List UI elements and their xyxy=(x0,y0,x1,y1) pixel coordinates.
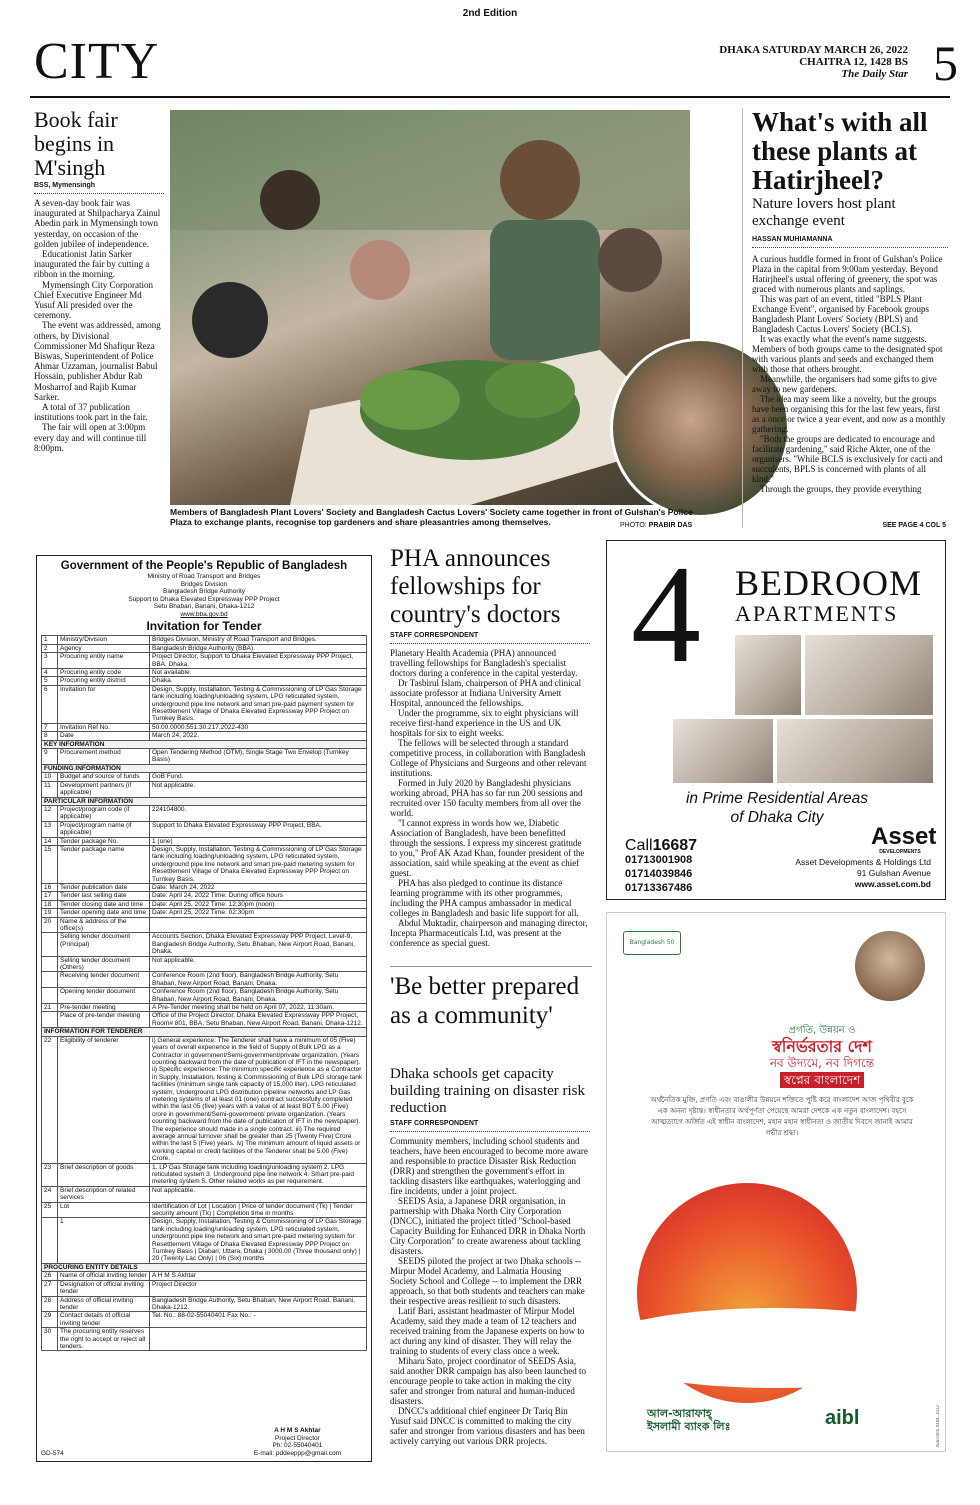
tender-cell-n: 28 xyxy=(42,1296,58,1312)
paragraph: SEEDS Asia, a Japanese DRR organisation, in partnership with Dhaka North City Corporation (DNCC), initiated the project titled "School-based Capacity Building for Enhanced DRR in Dhaka North City Corporation" to create awareness about tackling disasters. xyxy=(390,1196,586,1256)
tender-row xyxy=(42,909,367,917)
tender-cell-n: 18 xyxy=(42,900,58,908)
tender-cell-k: Project/program code (if applicable) xyxy=(58,805,150,821)
tender-row xyxy=(42,1328,367,1351)
tender-cell-v: A Pre-Tender meeting shall be held on April 07, 2022, 11:30am. xyxy=(150,1004,367,1012)
tender-row xyxy=(42,1218,367,1263)
tender-row xyxy=(42,740,367,748)
tender-cell-k: Name of official inviting tender xyxy=(58,1272,150,1280)
tender-cell-v: Bridges Division, Ministry of Road Transport and Bridges. xyxy=(150,636,367,644)
paper-name: The Daily Star xyxy=(841,68,908,80)
paragraph: It was exactly what the event's name suggests. Members of both groups came to the designated spot with various plants and seeds and exchanged them with those that others brought. xyxy=(752,334,943,374)
paragraph: A curious huddle formed in front of Gulshan's Police Plaza in the capital from 9:00am yesterday. Beyond Hatirjheel's usual offering of greenery, the spot was graced with numerous plants and saplings. xyxy=(752,254,943,294)
paragraph: Meanwhile, the organisers had some gifts to give away to new gardeners. xyxy=(752,374,937,394)
paragraph: DNCC's additional chief engineer Dr Tariq Bin Yusuf said DNCC is committed to making the city safer and stronger from various disasters and has been actively carrying out various DRR projects. xyxy=(390,1406,585,1446)
tender-row xyxy=(42,749,367,765)
tender-cell-n: 23 xyxy=(42,1163,58,1186)
tender-cell-v: Bangladesh Bridge Authority (BBA). xyxy=(150,644,367,652)
divider xyxy=(390,966,592,967)
drr-byline: STAFF CORRESPONDENT xyxy=(390,1120,590,1132)
tender-cell-k: Selling tender document (Principal) xyxy=(58,933,150,956)
tender-cell-k: Agency xyxy=(58,644,150,652)
tender-row xyxy=(42,1004,367,1012)
tender-cell-k: Tender opening date and time xyxy=(58,909,150,917)
section-title: CITY xyxy=(34,33,160,90)
tender-cell-k: The procuring entity reserves the right to accept or reject all tenders. xyxy=(58,1328,150,1351)
tender-cell-v: Date: April 24, 2022 Time: During office hours xyxy=(150,892,367,900)
tender-cell-v: Bangladesh Bridge Authority, Setu Bhaban, New Airport Road, Banani, Dhaka-1212. xyxy=(150,1296,367,1312)
tender-cell-k: Invitation for xyxy=(58,685,150,723)
asset-logo xyxy=(871,823,937,855)
ad-tagline xyxy=(607,789,946,827)
tender-cell-k: Procuring entity name xyxy=(58,653,150,669)
tender-cell-v: 50.00.0000.551.30.217.2022-430 xyxy=(150,723,367,731)
tender-row xyxy=(42,1186,367,1202)
tender-cell-v: Conference Room (2nd floor), Bangladesh Bridge Authority, Setu Bhaban, New Airport Road, Banani, Dhaka. xyxy=(150,972,367,988)
tender-cell-n: 11 xyxy=(42,781,58,797)
tender-cell-v: Project Director xyxy=(150,1280,367,1296)
tender-website[interactable]: www.bba.gov.bd xyxy=(180,610,228,618)
tender-cell-k: Eligibility of tenderer xyxy=(58,1036,150,1163)
pha-body xyxy=(390,648,590,960)
tender-cell-k: Tender package name xyxy=(58,845,150,883)
edition-label: 2nd Edition xyxy=(462,8,518,19)
ad-apartments: APARTMENTS xyxy=(735,601,899,626)
tender-cell-v: Design, Supply, Installation, Testing & Commissioning of LP Gas Storage tank including loading/unloading system, LPG reticulated system, underground pipe line network and smart pre-paid payment system for Resettlement Village of Dhaka Elevated Expressway PPP Project on Turnkey Basis. xyxy=(150,685,367,723)
tender-cell-v: Project Director, Support to Dhaka Elevated Expressway PPP Project, BBA, Dhaka. xyxy=(150,653,367,669)
hotline[interactable]: 16687 xyxy=(652,837,698,854)
wave-graphic xyxy=(606,1308,946,1388)
tender-cell-v: Not applicable. xyxy=(150,781,367,797)
tender-cell-n: 29 xyxy=(42,1312,58,1328)
company-address: 91 Gulshan Avenue xyxy=(856,868,931,878)
tender-row xyxy=(42,797,367,805)
tender-row xyxy=(42,972,367,988)
ad-company xyxy=(795,857,931,890)
tender-cell-k: Lot xyxy=(58,1202,150,1218)
tender-signature xyxy=(254,1427,341,1457)
paragraph: Educationist Jatin Sarker inaugurated the fair by cutting a ribbon in the morning. xyxy=(34,249,150,280)
tender-cell-k: Project/program name (if applicable) xyxy=(58,821,150,837)
tender-section-heading: FUNDING INFORMATION xyxy=(42,764,367,772)
jump-link[interactable]: SEE PAGE 4 COL 5 xyxy=(882,522,946,529)
bookfair-headline[interactable]: Book fair begins in M'singh xyxy=(34,107,118,180)
tender-cell-v: Tel. No.: 88-02-55040401 Fax No.: - xyxy=(150,1312,367,1328)
portrait xyxy=(855,931,925,1001)
tender-cell-n: 25 xyxy=(42,1202,58,1218)
paragraph: Dr Tasbirul Islam, chairperson of PHA and clinical associate professor at Indiana University Arnett Hospital, announced the fellowships. xyxy=(390,678,582,708)
bank-name-line: আল-আরাফাহ্ xyxy=(647,1407,712,1420)
tender-cell-n xyxy=(42,1218,58,1263)
company-name: Asset Developments & Holdings Ltd xyxy=(795,857,931,867)
phone-number[interactable]: 01713001908 xyxy=(625,854,693,866)
paragraph: PHA has also pledged to continue its distance learning programme with its other programmes, including the PHA campus ambassador in medical colleges in Bangladesh and basic life support for all. xyxy=(390,878,579,918)
drr-deck: Dhaka schools get capacity building training on disaster risk reduction xyxy=(390,1066,585,1116)
tender-row xyxy=(42,1312,367,1328)
tender-cell-n: 13 xyxy=(42,821,58,837)
tender-cell-k: Opening tender document xyxy=(58,988,150,1004)
tender-row xyxy=(42,900,367,908)
tender-cell-v: A H M S Akhtar xyxy=(150,1272,367,1280)
bank-name-bn xyxy=(647,1407,730,1433)
paragraph: Formed in July 2020 by Bangladeshi physicians working abroad, PHA has so far run 200 sessions and recruited over 150 faculty members from all over the world. xyxy=(390,778,583,818)
plants-body xyxy=(752,254,946,516)
ad-body: অর্থনৈতিক মুক্তি, প্রগতি এবং বাঙালীর উন্নয়নে শক্তিতে পুষ্টি করে বাংলাদেশ আজ পৃথিবীর বুকে এক অনন্য দৃষ্টান্ত। স্বাধীনতার অর্থপূর্ণতা পেয়েছে আমরা দেশকে এক নতুন বাংলাদেশ। বহসে আত্মত্যাগে অর্জিত এই স্বাধীন বাংলাদেশ, মহান মহান স্বাধীনতা ও জাতীয় দিবসে জানাই আমার গভীর শ্রদ্ধা। xyxy=(650,1096,914,1137)
paragraph: Under the programme, six to eight physicians will receive first-hand experience in the US and UK hospitals for six to eight weeks. xyxy=(390,708,579,738)
tender-title: Invitation for Tender xyxy=(146,619,262,634)
tender-row xyxy=(42,1296,367,1312)
tender-row xyxy=(42,653,367,669)
tender-cell-n: 8 xyxy=(42,732,58,740)
slogan-line: নব উদ্যমে, নব দিগন্তে xyxy=(769,1056,875,1070)
paragraph: The fellows will be selected through a standard competitive process, in collaboration with Bangladesh College of Physicians and Surgeons and other relevant institutions. xyxy=(390,738,587,778)
call-label: Call xyxy=(625,837,653,854)
tender-cell-v: Not applicable. xyxy=(150,1186,367,1202)
tender-row xyxy=(42,773,367,781)
tender-cell-n xyxy=(42,1012,58,1028)
tender-cell-v: Support to Dhaka Elevated Expressway PPP Project, BBA. xyxy=(150,821,367,837)
tender-cell-n: 14 xyxy=(42,837,58,845)
tender-row xyxy=(42,933,367,956)
phone-number[interactable]: 01713367486 xyxy=(625,882,693,894)
photo-credit xyxy=(620,522,692,529)
tender-cell-n: 21 xyxy=(42,1004,58,1012)
tender-cell-n xyxy=(42,988,58,1004)
plants-byline: HASSAN MUHIAMANNA xyxy=(752,236,948,248)
tender-header-line: Bangladesh Bridge Authority xyxy=(162,588,246,596)
logo-text: Asset xyxy=(871,823,937,850)
tender-cell-k: Place of pre-tender meeting xyxy=(58,1012,150,1028)
paragraph: Mymensingh City Corporation Chief Executive Engineer Md Yusuf Ali presided over the ceremony. xyxy=(34,279,153,321)
tender-cell-n xyxy=(42,933,58,956)
logo-sub: DEVELOPMENTS xyxy=(879,849,921,855)
tender-cell-v: Design, Supply, Installation, Testing & Commissioning of LP Gas Storage tank including loading/unloading system, LPG reticulated system, underground pipe line network and smart pre-paid metering system for Resettlement Village of Dhaka Elevated Expressway PPP Project on Turnkey Basis. xyxy=(150,845,367,883)
tender-cell-n xyxy=(42,972,58,988)
paragraph: This was part of an event, titled "BPLS Plant Exchange Event", organised by Facebook groups Bangladesh Plant Lovers' Society (BPLS) and Bangladesh Cactus Lovers' Society (BCLS). xyxy=(752,294,929,334)
tender-cell-k: Tender last selling date xyxy=(58,892,150,900)
paragraph: "Both the groups are dedicated to encourage and facilitate gardening," said Riche Akter, one of the organisers. "While BCLS is exclusively for cacti and succulents, BPLS is concerned with plants of all kind." xyxy=(752,434,943,484)
tender-row xyxy=(42,821,367,837)
page-number: 5 xyxy=(933,35,958,91)
tender-row xyxy=(42,781,367,797)
tender-row xyxy=(42,1202,367,1218)
tender-cell-k: Brief description of related services xyxy=(58,1186,150,1202)
bookfair-body xyxy=(34,198,162,528)
credit-label: PHOTO: xyxy=(620,522,647,529)
plants-headline[interactable]: What's with all these plants at Hatirjheel? xyxy=(752,107,928,195)
ad-tagline-line: of Dhaka City xyxy=(730,809,824,826)
tender-cell-v xyxy=(150,917,367,933)
tender-cell-k: 1 xyxy=(58,1218,150,1263)
tender-cell-k: Development partners (if applicable) xyxy=(58,781,150,797)
tender-cell-k: Procuring entity code xyxy=(58,669,150,677)
bank-name-line: ইসলামী ব্যাংক লিঃ xyxy=(647,1420,731,1433)
tender-row xyxy=(42,956,367,972)
tender-cell-n: 12 xyxy=(42,805,58,821)
tender-cell-n: 1 xyxy=(42,636,58,644)
tender-cell-k: Date xyxy=(58,732,150,740)
tender-row xyxy=(42,636,367,644)
paragraph: Community members, including school students and teachers, have been encouraged to become more aware and responsible to practice Disaster Risk Reduction (DRR) and strengthen the government's effort in tackling disasters like earthquakes, waterlogging and fire incidents, under a joint project. xyxy=(390,1136,588,1196)
tender-header-line: Setu Bhaban, Banani, Dhaka-1212 xyxy=(153,603,255,611)
tender-row xyxy=(42,669,367,677)
paragraph: Through the groups, they provide everything xyxy=(760,484,922,494)
tender-cell-n: 4 xyxy=(42,669,58,677)
dateline xyxy=(719,44,908,80)
realestate-ad[interactable] xyxy=(606,540,946,900)
tender-row xyxy=(42,988,367,1004)
tender-header-line: Ministry of Road Transport and Bridges xyxy=(147,573,261,580)
tender-cell-v: March 24, 2022. xyxy=(150,732,367,740)
tender-cell-v: Identification of Lot | Location | Price of tender document (Tk) | Tender security amount (Tk) | Completion time in months xyxy=(150,1202,367,1218)
ad-photo xyxy=(777,719,933,783)
tender-notice xyxy=(36,555,372,1462)
tender-cell-k: Ministry/Division xyxy=(58,636,150,644)
tender-cell-n: 2 xyxy=(42,644,58,652)
bangla-date-text: CHAITRA 12, 1428 BS xyxy=(799,56,908,68)
paragraph: "I cannot express in words how we, Diabetic Association of Bangladesh, have been benefitted through the sessions. I express my sincerest gratitude to you," Prof AK Azad Khan, founder president of the association, said while speaking at the event as chief guest. xyxy=(390,818,585,878)
tender-cell-k: Selling tender document (Others) xyxy=(58,956,150,972)
sign-line: E-mail: pddeeppp@gmail.com xyxy=(253,1449,341,1457)
ad-tagline-line: in Prime Residential Areas xyxy=(685,790,869,807)
tender-cell-n: 10 xyxy=(42,773,58,781)
paragraph: The fair will open at 3:00pm every day and will continue till 8:00pm. xyxy=(34,422,147,453)
drr-body xyxy=(390,1136,590,1462)
ad-code: Adcomm AIBL 2022 xyxy=(936,1404,941,1447)
bank-logo: aibl xyxy=(825,1407,860,1429)
tender-gov: Government of the People's Republic of Bangladesh xyxy=(60,560,348,572)
tender-row xyxy=(42,1263,367,1271)
tender-cell-v xyxy=(150,1328,367,1351)
slogan-line: স্বনির্ভরতার দেশ xyxy=(772,1037,872,1056)
tender-cell-v: Office of the Project Director, Dhaka Elevated Expressway PPP Project, Room# 801, BBA, Setu Bhaban, New Airport Road, Banani, Dhaka-1212. xyxy=(150,1012,367,1028)
tender-cell-n: 27 xyxy=(42,1280,58,1296)
tender-cell-v: Date: April 25, 2022 Time: 12:30pm (noon) xyxy=(150,900,367,908)
paragraph: A seven-day book fair was inaugurated at Shilpacharya Zainul Abedin park in Mymensingh town yesterday, on occasion of the golden jubilee of independence. xyxy=(34,198,161,249)
ad-photo xyxy=(735,635,801,715)
tender-cell-k: Pre-tender meeting xyxy=(58,1004,150,1012)
tender-row xyxy=(42,1028,367,1036)
tender-row xyxy=(42,1280,367,1296)
jubilee-emblem: Bangladesh 50 xyxy=(623,931,681,955)
tender-cell-v: GoB Fund. xyxy=(150,773,367,781)
ad-big-number: 4 xyxy=(631,540,701,692)
pha-headline[interactable]: PHA announces fellowships for country's doctors xyxy=(390,545,561,628)
paragraph: The event was addressed, among others, by Divisional Commissioner Md Shafiqur Reza Biswas, Superintendent of Police Ahmar Uzzaman, journalist Babul Hossain, publisher Abdur Rab Mosharrof and Rajib Kumar Sarker. xyxy=(34,320,161,402)
pha-byline: STAFF CORRESPONDENT xyxy=(390,632,590,644)
tender-cell-v: Open Tendering Method (OTM), Single Stage Two Envelop (Turnkey Basis) xyxy=(150,749,367,765)
ad-slogan xyxy=(707,1023,937,1088)
ad-photo xyxy=(673,719,773,783)
tender-table xyxy=(41,635,367,1351)
tender-cell-n: 24 xyxy=(42,1186,58,1202)
paragraph: SEEDS piloted the project at two Dhaka schools -- Mirpur Model Academy, and Lalmatia Housing Society School and College -- to implement the DRR approach, so that both students and teachers can make their respective areas resilient to such disasters. xyxy=(390,1256,585,1306)
column-rule xyxy=(742,108,743,528)
tender-row xyxy=(42,1036,367,1163)
tender-cell-k: Name & address of the office(s) xyxy=(58,917,150,933)
tender-cell-k: Receiving tender document xyxy=(58,972,150,988)
tender-cell-k: Procurement method xyxy=(58,749,150,765)
tender-section-heading: KEY INFORMATION xyxy=(42,740,367,748)
ad-photo xyxy=(805,635,933,715)
paragraph: The idea may seem like a novelty, but the groups have been organising this for the last few years, first as a once or twice a year event, and now as a monthly gathering. xyxy=(752,394,946,434)
tender-row xyxy=(42,883,367,891)
tender-cell-n: 7 xyxy=(42,723,58,731)
tender-row xyxy=(42,1272,367,1280)
tender-header-line: Bridges Division xyxy=(180,580,228,588)
credit-name: PRABIR DAS xyxy=(648,522,693,529)
tender-cell-n: 9 xyxy=(42,749,58,765)
tender-cell-n: 20 xyxy=(42,917,58,933)
tender-cell-n xyxy=(42,956,58,972)
tender-cell-v: Dhaka. xyxy=(150,677,367,685)
tender-cell-n: 15 xyxy=(42,845,58,883)
tender-cell-v: Date: April 25, 2022 Time: 02:30pm xyxy=(150,909,367,917)
photo-caption: Members of Bangladesh Plant Lovers' Society and Bangladesh Cactus Lovers' Society came together in front of Gulshan's Police Plaza to exchange plants, recognise top gardeners and share pleasantries among themselves. xyxy=(170,507,693,527)
tender-row xyxy=(42,723,367,731)
tender-cell-v: Accounts Section, Dhaka Elevated Expressway PPP Project, Level-9, Bangladesh Bridge Authority, Setu Bhaban, New Airport Road, Banani, Dhaka. xyxy=(150,933,367,956)
tender-cell-v: Not available. xyxy=(150,669,367,677)
tender-row xyxy=(42,644,367,652)
tender-row xyxy=(42,845,367,883)
bank-ad[interactable] xyxy=(606,912,946,1452)
phone-number[interactable]: 01714039846 xyxy=(625,868,693,880)
tender-cell-v: Not applicable. xyxy=(150,956,367,972)
paragraph: Abdul Muktadir, chairperson and managing director, Incepta Pharmaceuticals Ltd, was present at the conference as special guest. xyxy=(390,918,588,948)
drr-headline[interactable]: 'Be better prepared as a community' xyxy=(390,973,580,1029)
tender-row xyxy=(42,805,367,821)
paragraph: Latif Bari, assistant headmaster of Mirpur Model Academy, said they made a team of 12 teachers and received training from the Japanese experts on how to act during any kind of disaster. They will relay the training to students of every class once a week. xyxy=(390,1306,585,1356)
tender-cell-n: 26 xyxy=(42,1272,58,1280)
sign-line: Ph: 02-55040401 xyxy=(272,1442,323,1450)
tender-cell-n: 17 xyxy=(42,892,58,900)
tender-row xyxy=(42,685,367,723)
paragraph: Miharu Sato, project coordinator of SEEDS Asia, said another DRR campaign has also been launched to encourage people to take action in making the city safer and stronger from natural and human-induced disasters. xyxy=(390,1356,586,1406)
paragraph: Planetary Health Academia (PHA) announced travelling fellowships for Bangladesh's specialist doctors during a conference in the capital yesterday. xyxy=(390,648,578,678)
tender-cell-v: Design, Supply, Installation, Testing & Commissioning of LP Gas Storage tank including loading/unloading system, LPG reticulated system, underground pipe line network and smart pre-paid metering system for Resettlement Village of Dhaka Elevated Expressway PPP Project on Turnkey Basis | Diabari, Uttara, Dhaka | 3000.00 (Three thousand only) | 20 (Twenty Lac Only) | 06 (Six) months xyxy=(150,1218,367,1263)
tender-cell-k: Tender package No. xyxy=(58,837,150,845)
bookfair-byline: BSS, Mymensingh xyxy=(34,182,164,194)
tender-section-heading: PARTICULAR INFORMATION xyxy=(42,797,367,805)
tender-cell-k: Budget and source of funds xyxy=(58,773,150,781)
tender-section-heading: INFORMATION FOR TENDERER xyxy=(42,1028,367,1036)
tender-cell-n: 19 xyxy=(42,909,58,917)
tender-row xyxy=(42,1012,367,1028)
tender-cell-n: 16 xyxy=(42,883,58,891)
tender-cell-k: Tender closing date and time xyxy=(58,900,150,908)
tender-cell-k: Contact details of official inviting tender xyxy=(58,1312,150,1328)
sign-line: Project Director xyxy=(275,1434,320,1442)
tender-section-heading: PROCURING ENTITY DETAILS xyxy=(42,1263,367,1271)
tender-cell-n: 5 xyxy=(42,677,58,685)
tender-cell-k: Brief description of goods xyxy=(58,1163,150,1186)
paragraph: A total of 37 publication institutions took part in the fair. xyxy=(34,402,148,423)
tender-header-line: Support to Dhaka Elevated Expressway PPP Project xyxy=(128,595,280,603)
tender-row xyxy=(42,1163,367,1186)
tender-cell-k: Address of official inviting tender xyxy=(58,1296,150,1312)
tender-row xyxy=(42,892,367,900)
slogan-line: স্বপ্নের বাংলাদেশ xyxy=(780,1072,864,1088)
tender-cell-v: 1 (one) xyxy=(150,837,367,845)
slogan-line: প্রগতি, উন্নয়ন ও xyxy=(788,1025,856,1036)
tender-cell-v: Conference Room (2nd floor), Bangladesh Bridge Authority, Setu Bhaban, New Airport Road, Banani, Dhaka. xyxy=(150,988,367,1004)
ad-bedroom: BEDROOM xyxy=(735,563,923,603)
tender-cell-v: Date: March 24, 2022 xyxy=(150,883,367,891)
company-web[interactable]: www.asset.com.bd xyxy=(854,879,931,889)
tender-cell-k: Designation of official inviting tender xyxy=(58,1280,150,1296)
tender-row xyxy=(42,917,367,933)
tender-cell-n: 30 xyxy=(42,1328,58,1351)
date-text: DHAKA SATURDAY MARCH 26, 2022 xyxy=(719,44,908,56)
tender-row xyxy=(42,677,367,685)
tender-cell-k: Tender publication date xyxy=(58,883,150,891)
plants-deck: Nature lovers host plant exchange event xyxy=(752,196,896,229)
tender-cell-n: 6 xyxy=(42,685,58,723)
tender-code: GD-574 xyxy=(41,1449,64,1457)
masthead-rule xyxy=(30,96,950,98)
ad-phones xyxy=(625,853,692,895)
tender-row xyxy=(42,837,367,845)
tender-cell-k: Procuring entity district xyxy=(58,677,150,685)
tender-cell-v: 1. LP Gas Storage tank including loading/unloading system 2. LPG reticulated system 3. Underground pipe line network 4. Smart pre-paid metering system 5. Other related works as per requirement. xyxy=(150,1163,367,1186)
tender-cell-n: 22 xyxy=(42,1036,58,1163)
tender-row xyxy=(42,764,367,772)
tender-cell-n: 3 xyxy=(42,653,58,669)
sign-line: A H M S Akhtar xyxy=(274,1427,321,1435)
tender-cell-k: Invitation Ref No. xyxy=(58,723,150,731)
tender-row xyxy=(42,732,367,740)
tender-cell-v: 224104800. xyxy=(150,805,367,821)
tender-cell-v: i) General experience: The Tenderer shall have a minimum of 05 (Five) years of overall experience in the field of Supply of Bulk LPG as a Contractor in government/Semi-government/private organization. (Years counting backward from the date of publication of IFT in the newspaper). ii) Specific experience: The minimum specific experience as a Contractor in Supply, Installation, testing & Commissioning of Bulk LPG storage tank facilities (minimum single tank capacity of 15,000 liter), LPG reticulated system, Underground LPG distribution pipeline networks and LP Gas metering systems of at least 01 (one) contract successfully completed within the last 05 (five) years with a value of at least BDT 5.00 (Five) crore in government/Semi-government/ private organization. (Years counting backward from the date of publication of IFT in the newspaper). The experience should made in a single contract. iii) The required average annual turnover shall be greater than 25 (Twenty Five) Crore within the last 5 (Five) years. iv) The minimum amount of liquid assets or working capital or credit facilities of the Tenderer shall be 5.00 (Five) Crore. xyxy=(150,1036,367,1163)
